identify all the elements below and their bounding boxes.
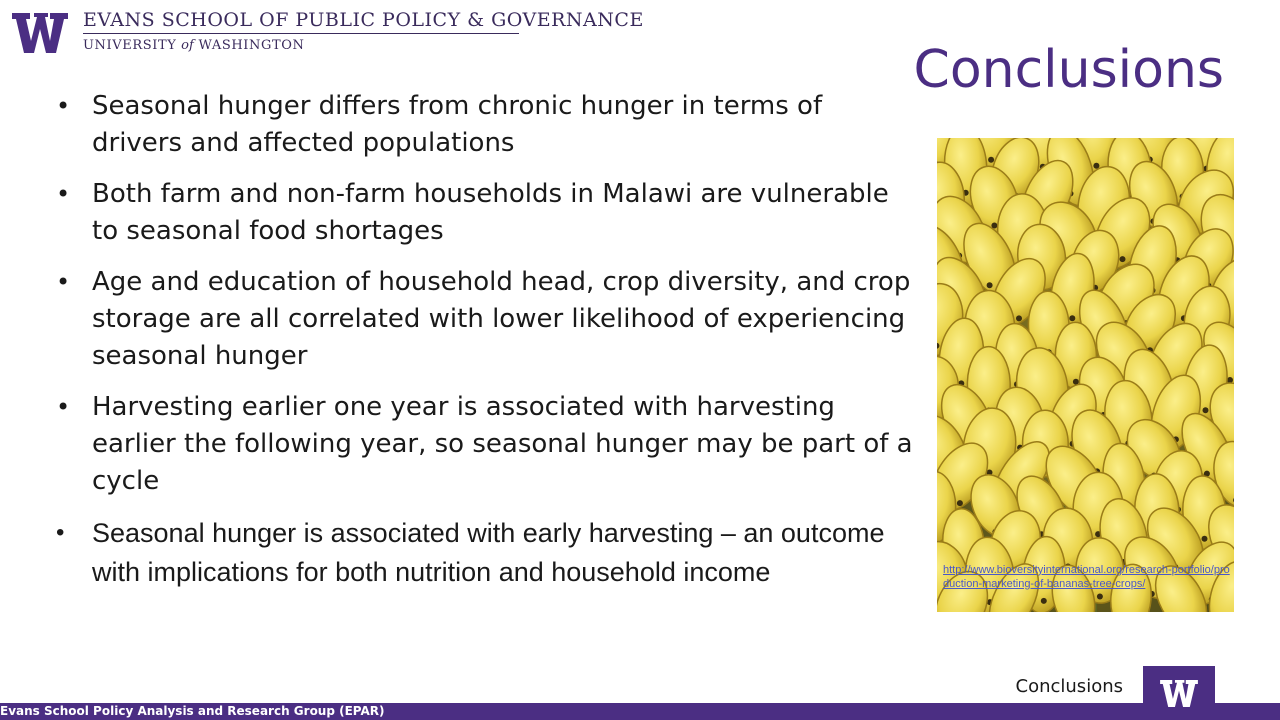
banana-tip bbox=[1203, 407, 1209, 413]
banana-tip bbox=[1120, 256, 1126, 262]
uw-w-logo-icon bbox=[12, 13, 68, 53]
conclusions-list bbox=[56, 88, 918, 605]
bananas-illustration bbox=[937, 138, 1234, 612]
slide-title: Conclusions bbox=[913, 40, 1224, 100]
banana-tip bbox=[987, 282, 993, 288]
banana-tip bbox=[988, 157, 994, 163]
uw-w-footer-icon bbox=[1156, 680, 1202, 707]
footer-org-text: Evans School Policy Analysis and Research Group (EPAR) bbox=[0, 704, 385, 718]
banana-tip bbox=[1097, 594, 1103, 600]
school-name: EVANS SCHOOL OF PUBLIC POLICY & GOVERNANCE bbox=[83, 9, 644, 31]
banana-tip bbox=[1041, 598, 1047, 604]
banana-tip bbox=[1202, 536, 1208, 542]
footer-uw-logo bbox=[1143, 666, 1215, 720]
banana-tip bbox=[1069, 315, 1075, 321]
bananas-photo bbox=[937, 138, 1234, 612]
bullet-item: • Seasonal hunger differs from chronic hunger in terms of drivers and affected populations bbox=[56, 88, 918, 162]
banana-tip bbox=[1073, 379, 1079, 385]
bullet-item: • Age and education of household head, crop diversity, and crop storage are all correlated with lower likelihood of experiencing seasonal hunger bbox=[56, 264, 918, 375]
banana-tip bbox=[1227, 377, 1233, 383]
bullet-item: • Both farm and non-farm households in Malawi are vulnerable to seasonal food shortages bbox=[56, 176, 918, 250]
bullet-item: • Seasonal hunger is associated with early harvesting – an outcome with implications for both nutrition and household income bbox=[56, 514, 918, 591]
header-divider bbox=[83, 33, 519, 34]
image-source-link[interactable]: http://www.bioversityinternational.org/research-portfolio/production-marketing-of-bananas-tree-crops/ bbox=[943, 564, 1230, 590]
bullet-item: • Harvesting earlier one year is associated with harvesting earlier the following year, so seasonal hunger may be part of a cycle bbox=[56, 389, 918, 500]
banana-tip bbox=[1016, 315, 1022, 321]
banana-tip bbox=[1093, 163, 1099, 169]
banana-tip bbox=[957, 500, 963, 506]
footer-section-label: Conclusions bbox=[1015, 676, 1123, 697]
university-name: UNIVERSITY of WASHINGTON bbox=[83, 38, 305, 53]
